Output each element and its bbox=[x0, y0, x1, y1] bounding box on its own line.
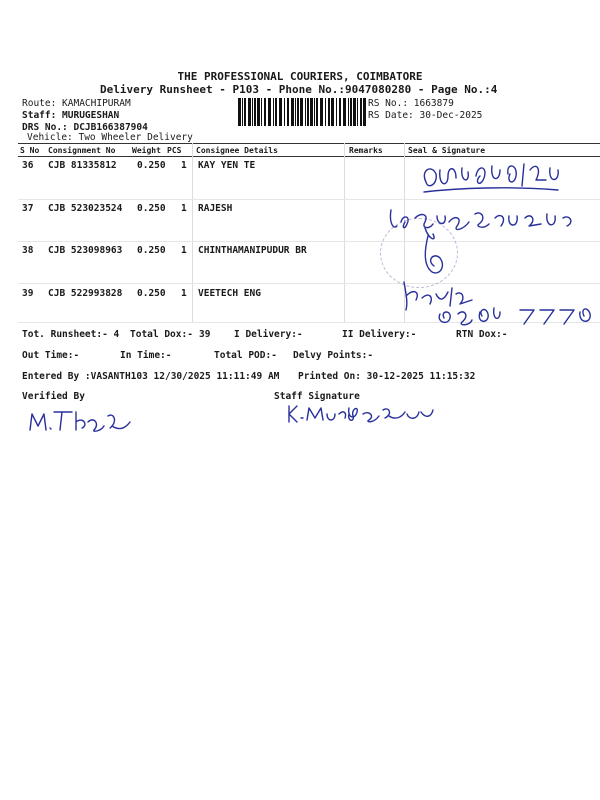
rtn-dox-label: RTN Dox:- bbox=[456, 329, 508, 340]
barcode-bar bbox=[254, 98, 256, 126]
row-37-pcs: 1 bbox=[181, 203, 187, 214]
col-seal-signature: Seal & Signature bbox=[408, 146, 486, 155]
barcode-bar bbox=[268, 98, 271, 126]
barcode-bar bbox=[331, 98, 334, 126]
row-37-consignment: CJB 523023524 bbox=[48, 203, 123, 214]
table-top-rule bbox=[18, 143, 600, 144]
barcode-bar bbox=[295, 98, 296, 126]
barcode-bar bbox=[350, 98, 352, 126]
row-37-consignee: RAJESH bbox=[198, 203, 233, 214]
barcode-bar bbox=[238, 98, 241, 126]
route-label: Route: KAMACHIPURAM bbox=[22, 98, 131, 109]
barcode-bar bbox=[305, 98, 306, 126]
barcode-bar bbox=[316, 98, 318, 126]
barcode-bar bbox=[244, 98, 246, 126]
row-39-pcs: 1 bbox=[181, 288, 187, 299]
total-runsheet: Tot. Runsheet:- 4 bbox=[22, 329, 120, 340]
barcode-bar bbox=[242, 98, 243, 126]
barcode-bar bbox=[343, 98, 346, 126]
row-36-pcs: 1 bbox=[181, 160, 187, 171]
row-39-consignee: VEETECH ENG bbox=[198, 288, 261, 299]
drs-number: DRS No.: DCJB166387904 bbox=[22, 122, 148, 133]
col-sno: S No bbox=[20, 146, 40, 155]
barcode-bar bbox=[325, 98, 326, 126]
barcode-bar bbox=[353, 98, 356, 126]
in-time-label: In Time:- bbox=[120, 350, 172, 361]
barcode-bar bbox=[314, 98, 315, 126]
runsheet-subtitle: Delivery Runsheet - P103 - Phone No.:9047080280 - Page No.:4 bbox=[100, 83, 498, 96]
row-38-sno: 38 bbox=[22, 245, 34, 256]
row-39-signature bbox=[400, 278, 600, 330]
company-title: THE PROFESSIONAL COURIERS, COIMBATORE bbox=[177, 70, 423, 83]
barcode-bar bbox=[348, 98, 349, 126]
barcode-bar bbox=[310, 98, 313, 126]
barcode-bar bbox=[257, 98, 260, 126]
barcode-image bbox=[238, 98, 366, 126]
staff-signature-label: Staff Signature bbox=[274, 391, 360, 402]
row-36-weight: 0.250 bbox=[137, 160, 166, 171]
row-38-weight: 0.250 bbox=[137, 245, 166, 256]
row-38-consignment: CJB 523098963 bbox=[48, 245, 123, 256]
barcode-bar bbox=[291, 98, 294, 126]
row-36-consignment: CJB 81335812 bbox=[48, 160, 117, 171]
barcode-bar bbox=[273, 98, 274, 126]
row-36-sno: 36 bbox=[22, 160, 34, 171]
barcode-bar bbox=[328, 98, 330, 126]
barcode-bar bbox=[363, 98, 366, 126]
column-divider bbox=[344, 143, 345, 323]
rs-date: RS Date: 30-Dec-2025 bbox=[368, 110, 483, 121]
barcode-bar bbox=[339, 98, 341, 126]
row-36-signature bbox=[418, 152, 568, 202]
barcode-bar bbox=[252, 98, 253, 126]
verified-by-label: Verified By bbox=[22, 391, 85, 402]
barcode-bar bbox=[284, 98, 285, 126]
entered-by: Entered By :VASANTH103 12/30/2025 11:11:49 AM bbox=[22, 371, 280, 382]
barcode-bar bbox=[279, 98, 282, 126]
row-37-weight: 0.250 bbox=[137, 203, 166, 214]
barcode-bar bbox=[357, 98, 358, 126]
staff-label: Staff: MURUGESHAN bbox=[22, 110, 120, 121]
ii-delivery-label: II Delivery:- bbox=[342, 329, 417, 340]
col-consignee: Consignee Details bbox=[196, 146, 278, 155]
col-weight: Weight bbox=[132, 146, 161, 155]
row-37-sno: 37 bbox=[22, 203, 34, 214]
barcode-bar bbox=[264, 98, 266, 126]
col-remarks: Remarks bbox=[349, 146, 383, 155]
barcode-bar bbox=[360, 98, 362, 126]
i-delivery-label: I Delivery:- bbox=[234, 329, 303, 340]
out-time-label: Out Time:- bbox=[22, 350, 80, 361]
row-39-sno: 39 bbox=[22, 288, 34, 299]
barcode-bar bbox=[300, 98, 303, 126]
rs-number: RS No.: 1663879 bbox=[368, 98, 454, 109]
row-39-weight: 0.250 bbox=[137, 288, 166, 299]
total-dox-value: 39 bbox=[199, 329, 211, 340]
printed-on: Printed On: 30-12-2025 11:15:32 bbox=[298, 371, 476, 382]
row-38-consignee: CHINTHAMANIPUDUR BR bbox=[198, 245, 307, 256]
total-dox-label: Total Dox:- bbox=[130, 329, 193, 340]
barcode-bar bbox=[297, 98, 299, 126]
barcode-bar bbox=[307, 98, 309, 126]
total-pod-label: Total POD:- bbox=[214, 350, 277, 361]
barcode-bar bbox=[261, 98, 262, 126]
row-38-pcs: 1 bbox=[181, 245, 187, 256]
barcode-bar bbox=[336, 98, 337, 126]
row-36-consignee: KAY YEN TE bbox=[198, 160, 256, 171]
col-consignment: Consignment No bbox=[48, 146, 116, 155]
barcode-bar bbox=[248, 98, 251, 126]
vehicle-label: Vehicle: Two Wheeler Delivery bbox=[27, 132, 193, 143]
barcode-bar bbox=[275, 98, 277, 126]
barcode-bar bbox=[287, 98, 289, 126]
column-divider bbox=[192, 143, 193, 323]
staff-handwritten-signature bbox=[285, 400, 435, 428]
row-38-signature bbox=[410, 232, 470, 282]
row-39-consignment: CJB 522993828 bbox=[48, 288, 123, 299]
barcode-bar bbox=[320, 98, 323, 126]
delivery-points-label: Delvy Points:- bbox=[293, 350, 374, 361]
col-pcs: PCS bbox=[167, 146, 182, 155]
verifier-signature bbox=[26, 404, 136, 438]
